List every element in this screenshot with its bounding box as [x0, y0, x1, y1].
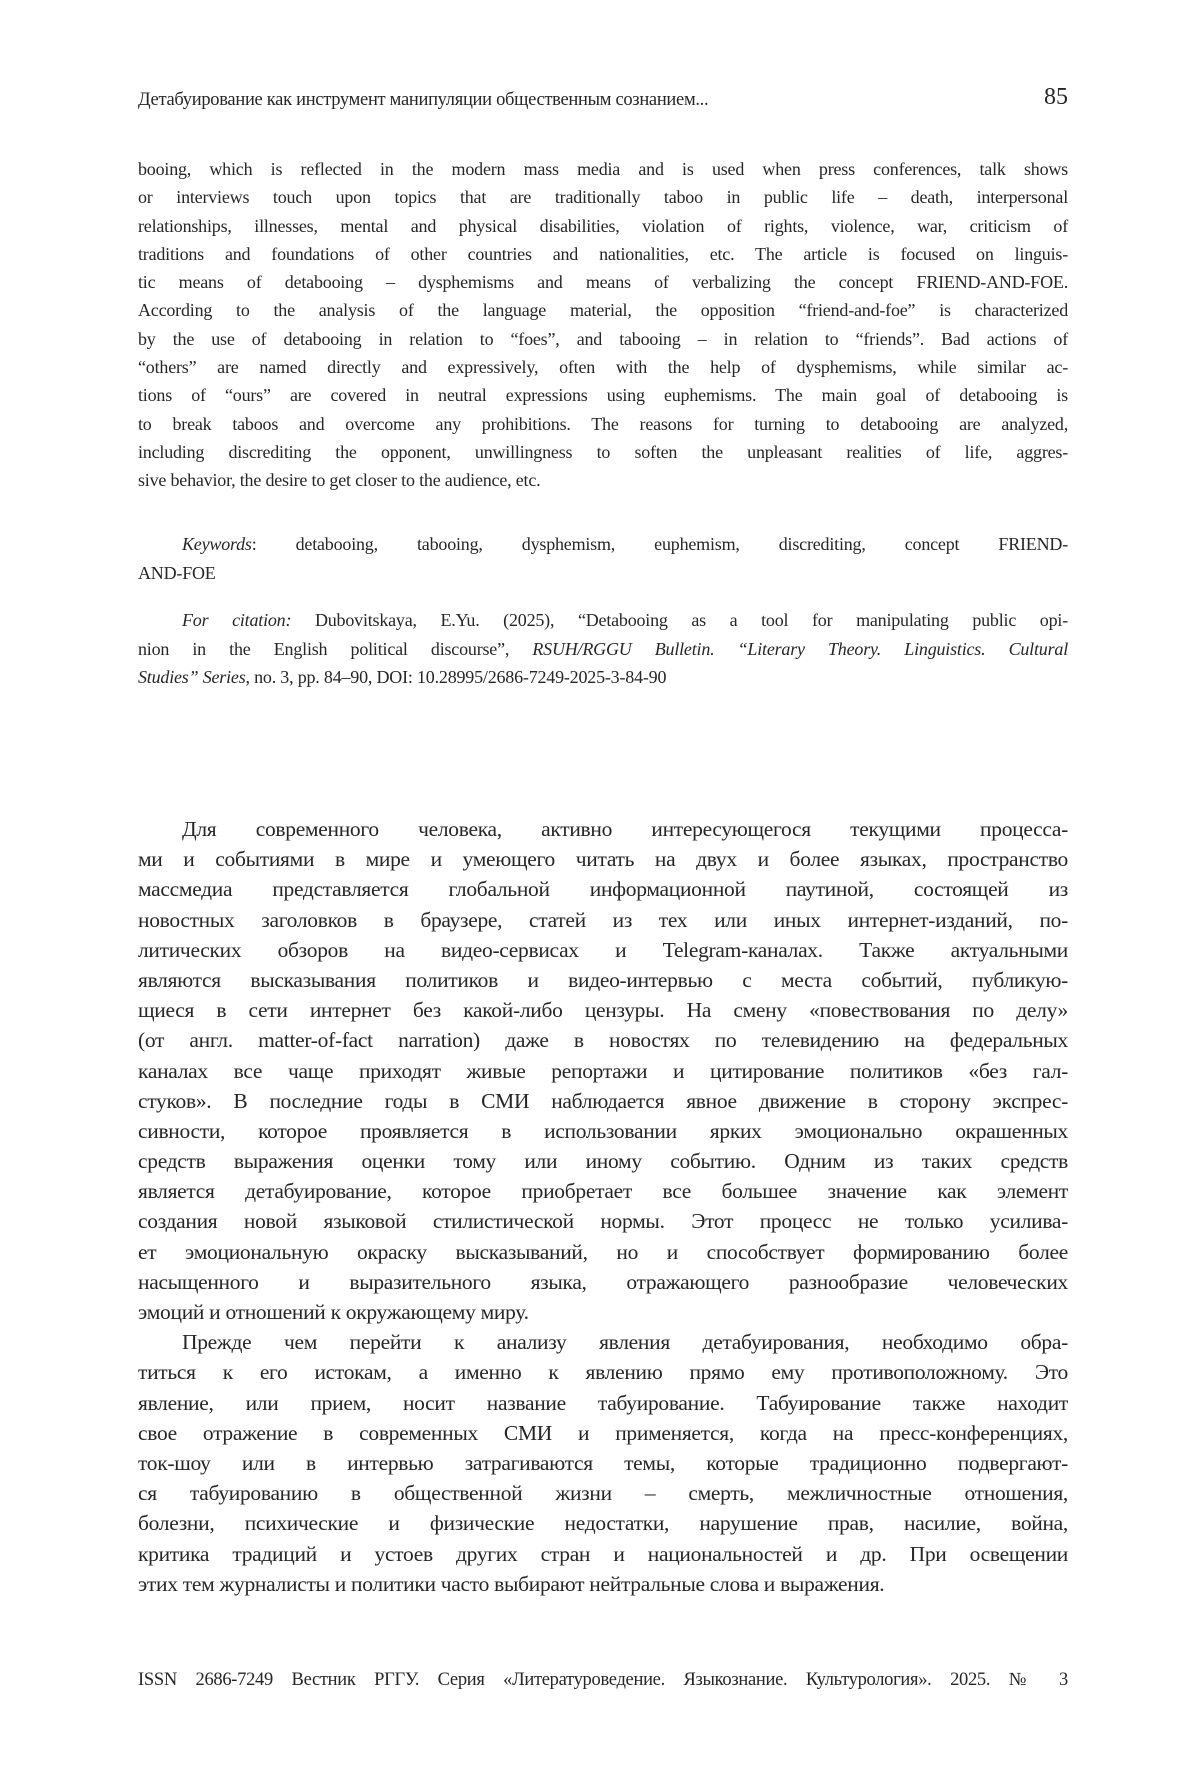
paragraph-line: (от англ. matter-of-fact narration) даже в новостях по телевидению на федеральных	[138, 1025, 1068, 1055]
citation-text: Dubovitskaya, E.Yu. (2025), “Detabooing as a tool for manipulating public opi-	[291, 610, 1068, 630]
abstract-line: According to the analysis of the language material, the opposition “friend-and-foe” is characterized	[138, 296, 1068, 324]
citation-doi: , no. 3, pp. 84–90, DOI: 10.28995/2686-7249-2025-3-84-90	[246, 667, 667, 687]
paragraph-line: создания новой языковой стилистической нормы. Этот процесс не только усилива-	[138, 1206, 1068, 1236]
paragraph-line: каналах все чаще приходят живые репортажи и цитирование политиков «без гал-	[138, 1056, 1068, 1086]
paragraph-line: Для современного человека, активно интересующегося текущими процесса-	[138, 814, 1068, 844]
running-title: Детабуирование как инструмент манипуляции общественным сознанием...	[138, 90, 708, 111]
keywords	[138, 530, 1068, 587]
citation-journal: RSUH/RGGU Bulletin. “Literary Theory. Linguistics. Cultural	[532, 639, 1068, 659]
abstract-line: booing, which is reflected in the modern mass media and is used when press conferences, talk shows	[138, 155, 1068, 183]
paragraph-line: насыщенного и выразительного языка, отражающего разнообразие человеческих	[138, 1267, 1068, 1297]
abstract-line: traditions and foundations of other countries and nationalities, etc. The article is focused on linguis-	[138, 240, 1068, 268]
abstract-line: “others” are named directly and expressively, often with the help of dysphemisms, while similar ac-	[138, 353, 1068, 381]
paragraph-line: этих тем журналисты и политики часто выбирают нейтральные слова и выражения.	[138, 1569, 1068, 1599]
abstract-line: by the use of detabooing in relation to “foes”, and tabooing – in relation to “friends”. Bad actions of	[138, 325, 1068, 353]
abstract	[138, 155, 1068, 495]
citation-label: For citation:	[182, 610, 291, 630]
paragraph-line: болезни, психические и физические недостатки, нарушение прав, насилие, война,	[138, 1508, 1068, 1538]
abstract-line: including discrediting the opponent, unwillingness to soften the unpleasant realities of life, aggres-	[138, 438, 1068, 466]
paragraph-line: ми и событиями в мире и умеющего читать на двух и более языках, пространство	[138, 844, 1068, 874]
paragraph-line: сивности, которое проявляется в использовании ярких эмоционально окрашенных	[138, 1116, 1068, 1146]
abstract-line: tic means of detabooing – dysphemisms and means of verbalizing the concept FRIEND-AND-FOE.	[138, 268, 1068, 296]
paragraph-line: титься к его истокам, а именно к явлению прямо ему противоположному. Это	[138, 1357, 1068, 1387]
paragraph-line: являются высказывания политиков и видео-интервью с места событий, публикую-	[138, 965, 1068, 995]
citation-text: nion in the English political discourse”,	[138, 639, 532, 659]
paragraph-line: массмедиа представляется глобальной информационной паутиной, состоящей из	[138, 874, 1068, 904]
abstract-line: tions of “ours” are covered in neutral expressions using euphemisms. The main goal of detabooing is	[138, 381, 1068, 409]
article-body	[138, 814, 1068, 1599]
abstract-line: or interviews touch upon topics that are traditionally taboo in public life – death, interpersonal	[138, 183, 1068, 211]
paragraph-line: является детабуирование, которое приобретает все большее значение как элемент	[138, 1176, 1068, 1206]
page-number: 85	[1044, 84, 1068, 111]
paragraph-line: средств выражения оценки тому или иному событию. Одним из таких средств	[138, 1146, 1068, 1176]
paragraph-line: стуков». В последние годы в СМИ наблюдается явное движение в сторону экспрес-	[138, 1086, 1068, 1116]
abstract-line: sive behavior, the desire to get closer to the audience, etc.	[138, 466, 1068, 494]
paragraph-line: литических обзоров на видео-сервисах и Telegram-каналах. Также актуальными	[138, 935, 1068, 965]
paragraph-line: явление, или прием, носит название табуирование. Табуирование также находит	[138, 1388, 1068, 1418]
journal-footer: ISSN 2686-7249 Вестник РГГУ. Серия «Литературоведение. Языкознание. Культурология». 2025. № 3	[138, 1670, 1068, 1691]
paragraph-line: ток-шоу или в интервью затрагиваются темы, которые традиционно подвергают-	[138, 1448, 1068, 1478]
abstract-line: relationships, illnesses, mental and physical disabilities, violation of rights, violence, war, criticism of	[138, 212, 1068, 240]
keywords-text-cont: AND-FOE	[138, 559, 1068, 588]
paragraph-line: эмоций и отношений к окружающему миру.	[138, 1297, 1068, 1327]
paragraph-line: свое отражение в современных СМИ и применяется, когда на пресс-конференциях,	[138, 1418, 1068, 1448]
keywords-text: : detabooing, tabooing, dysphemism, euphemism, discrediting, concept FRIEND-	[252, 534, 1068, 554]
paragraph-line: новостных заголовков в браузере, статей из тех или иных интернет-изданий, по-	[138, 905, 1068, 935]
citation-journal: Studies” Series	[138, 667, 246, 687]
paragraph-line: критика традиций и устоев других стран и национальностей и др. При освещении	[138, 1539, 1068, 1569]
paragraph-line: щиеся в сети интернет без какой-либо цензуры. На смену «повествования по делу»	[138, 995, 1068, 1025]
abstract-line: to break taboos and overcome any prohibitions. The reasons for turning to detabooing are analyzed,	[138, 410, 1068, 438]
keywords-label: Keywords	[182, 534, 252, 554]
citation	[138, 606, 1068, 692]
paragraph-line: ет эмоциональную окраску высказываний, но и способствует формированию более	[138, 1237, 1068, 1267]
paragraph-line: ся табуированию в общественной жизни – смерть, межличностные отношения,	[138, 1478, 1068, 1508]
paragraph-line: Прежде чем перейти к анализу явления детабуирования, необходимо обра-	[138, 1327, 1068, 1357]
